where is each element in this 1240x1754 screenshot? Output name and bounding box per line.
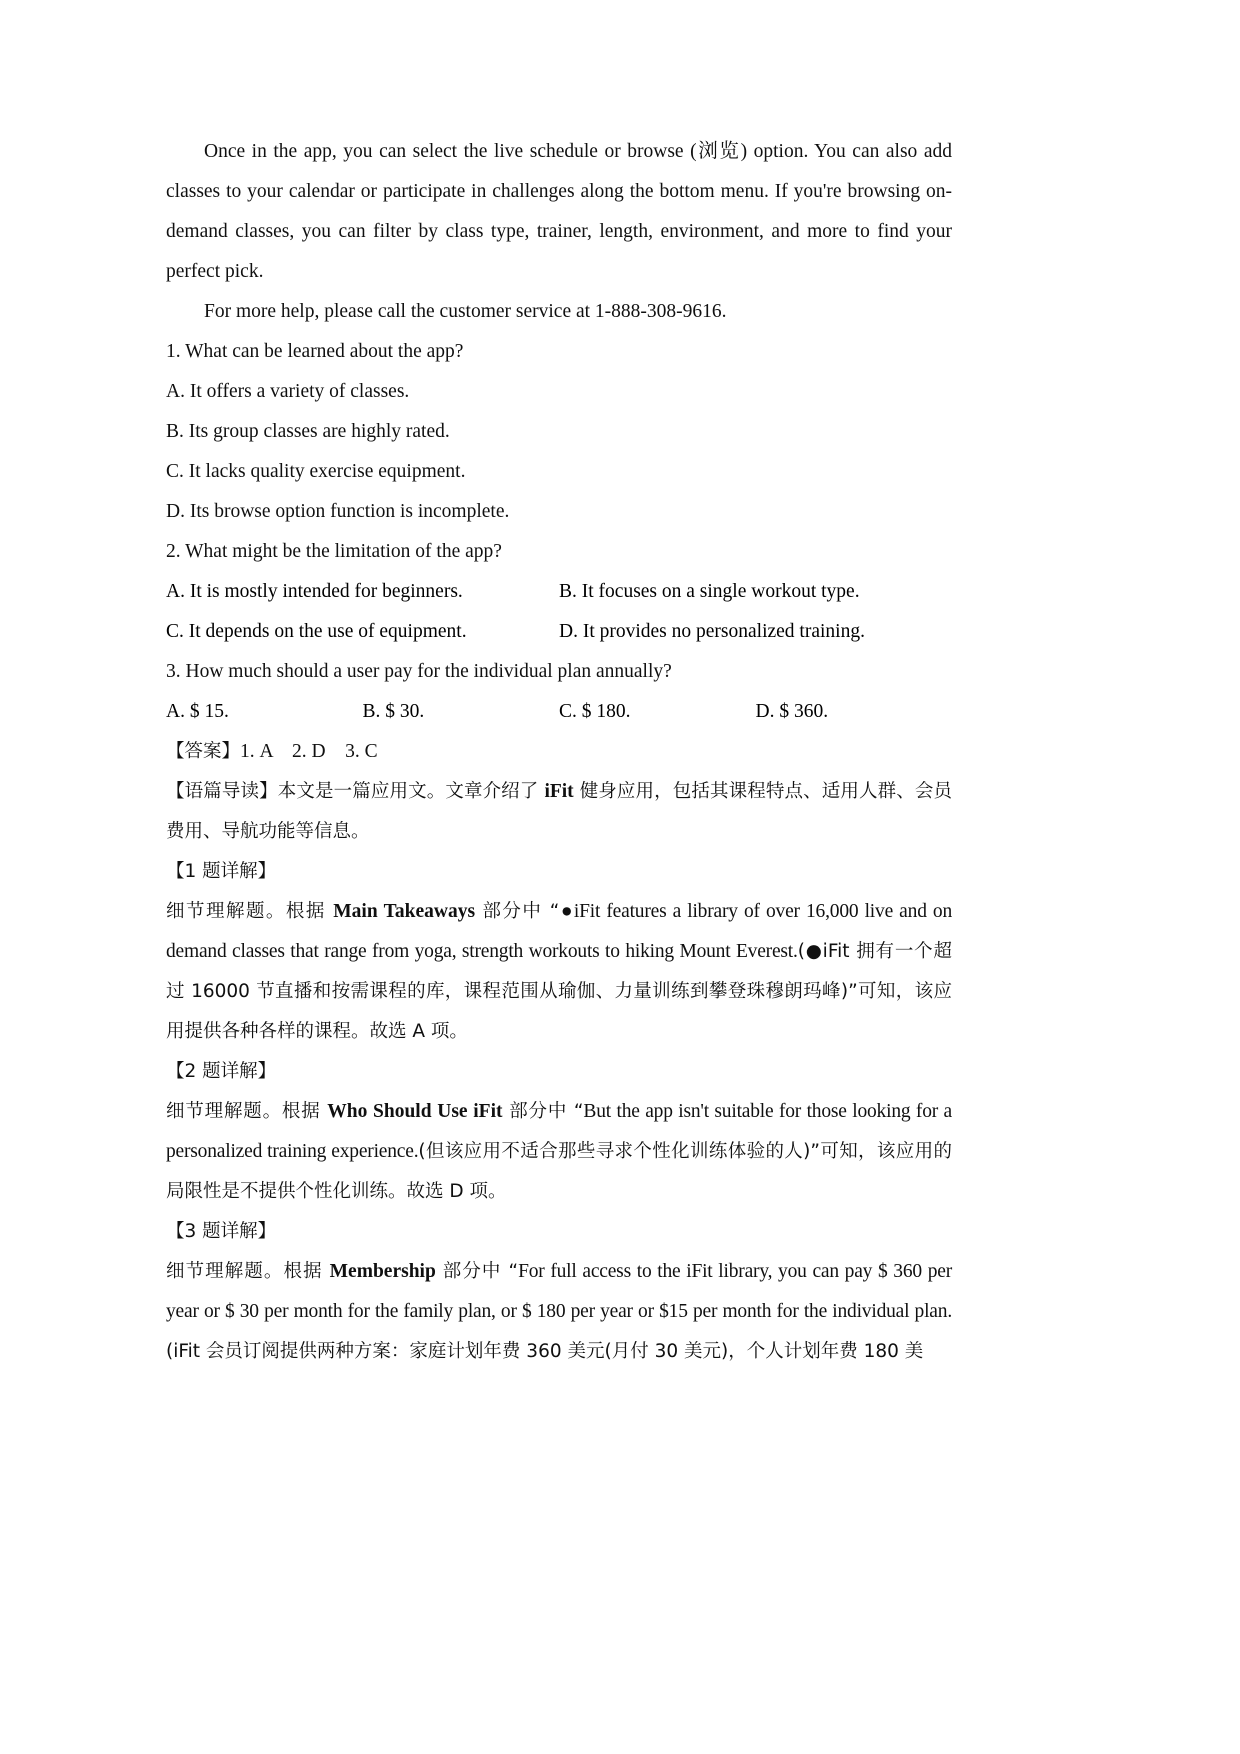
question-3-option-d[interactable]: D. $ 360. [755, 701, 829, 722]
answer-key-label: 【答案】 [166, 741, 241, 762]
explanation-2-section: Who Should Use iFit [327, 1101, 503, 1122]
question-2-options-row-1 [166, 572, 952, 612]
question-2-option-d[interactable]: D. It provides no personalized training. [559, 621, 865, 642]
passage-guide-text-before: 本文是一篇应用文。文章介绍了 [277, 781, 545, 802]
explanation-2-quote-cn: (但该应用不适合那些寻求个性化训练体验的人) [418, 1141, 811, 1162]
passage-guide-line [166, 772, 952, 852]
question-3-options-row [166, 692, 952, 732]
explanation-3-heading-label: 【3 题详解】 [166, 1221, 277, 1242]
explanation-1-close: ”可知，该应用提供各种各样的课程。故选 A 项。 [166, 981, 952, 1042]
explanation-1-section: Main Takeaways [333, 901, 476, 922]
passage-paragraph-2: For more help, please call the customer service at 1-888-308-9616. [204, 301, 727, 322]
question-2-option-c[interactable]: C. It depends on the use of equipment. [166, 621, 467, 642]
question-3-option-c[interactable]: C. $ 180. [559, 701, 631, 722]
question-3-option-b[interactable]: B. $ 30. [362, 701, 425, 722]
question-2-options-row-2 [166, 612, 952, 652]
answer-key-line [166, 732, 952, 772]
question-2-option-b[interactable]: B. It focuses on a single workout type. [559, 581, 860, 602]
explanation-1-heading-label: 【1 题详解】 [166, 861, 277, 882]
explanation-3-body [166, 1252, 952, 1372]
explanation-2-intro: 细节理解题。根据 [166, 1101, 328, 1122]
explanation-1-heading [166, 852, 952, 892]
explanation-1-mid: 部分中 “ [475, 901, 560, 922]
explanation-3-quote-en: For full access to the iFit library, you can pay $ 360 per year or $ 30 per month for the family plan, or $ 180 per year or $15 per month for the individual plan. [166, 1261, 952, 1322]
explanation-2-heading-label: 【2 题详解】 [166, 1061, 277, 1082]
question-1-stem: 1. What can be learned about the app? [166, 341, 464, 362]
question-1-option-b[interactable]: B. Its group classes are highly rated. [166, 421, 450, 442]
explanation-3-heading [166, 1212, 952, 1252]
question-1-option-c[interactable]: C. It lacks quality exercise equipment. [166, 461, 466, 482]
explanation-2-close: ”可知，该应用的局限性是不提供个性化训练。故选 D 项。 [166, 1141, 952, 1202]
explanation-2-heading [166, 1052, 952, 1092]
explanation-2-mid: 部分中 “ [502, 1101, 584, 1122]
question-1-option-d[interactable]: D. Its browse option function is incomplete. [166, 501, 510, 522]
explanation-2-body [166, 1092, 952, 1212]
explanation-3-mid: 部分中 “ [435, 1261, 519, 1282]
explanation-3-quote-cn: (iFit 会员订阅提供两种方案：家庭计划年费 360 美元(月付 30 美元)，个人计划年费 180 美 [166, 1341, 924, 1362]
passage-guide-text-after: 健身应用，包括其课程特点、适用人群、会员费用、导航功能等信息。 [166, 781, 952, 842]
question-1-option-a[interactable]: A. It offers a variety of classes. [166, 381, 410, 402]
passage-paragraph-1: Once in the app, you can select the live schedule or browse (浏览) option. You can also add classes to your calendar or participate in challenges along the bottom menu. If you're browsing on-demand classes, you can filter by class type, trainer, length, environment, and more to find your perfect pick. [166, 141, 952, 282]
explanation-1-body [166, 892, 952, 1052]
explanation-2-quote-en: But the app isn't suitable for those looking for a personalized training experience. [166, 1101, 952, 1162]
ifit-brand-name: iFit [544, 781, 574, 802]
question-3-option-a[interactable]: A. $ 15. [166, 701, 229, 722]
explanation-3-section: Membership [329, 1261, 436, 1282]
question-3-stem: 3. How much should a user pay for the individual plan annually? [166, 661, 672, 682]
answer-key-values: 1. A 2. D 3. C [240, 741, 378, 762]
passage-guide-label: 【语篇导读】 [166, 781, 278, 802]
question-2-option-a[interactable]: A. It is mostly intended for beginners. [166, 581, 463, 602]
explanation-1-intro: 细节理解题。根据 [166, 901, 334, 922]
explanation-1-quote-cn: (●iFit 拥有一个超过 16000 节直播和按需课程的库，课程范围从瑜伽、力量训练到攀登珠穆朗玛峰) [166, 941, 952, 1002]
explanation-1-quote-en: ●iFit features a library of over 16,000 live and on demand classes that range from yoga, strength workouts to hiking Mount Everest. [166, 901, 952, 962]
question-2-stem: 2. What might be the limitation of the app? [166, 541, 502, 562]
page-content [166, 132, 952, 1372]
explanation-3-intro: 细节理解题。根据 [166, 1261, 330, 1282]
